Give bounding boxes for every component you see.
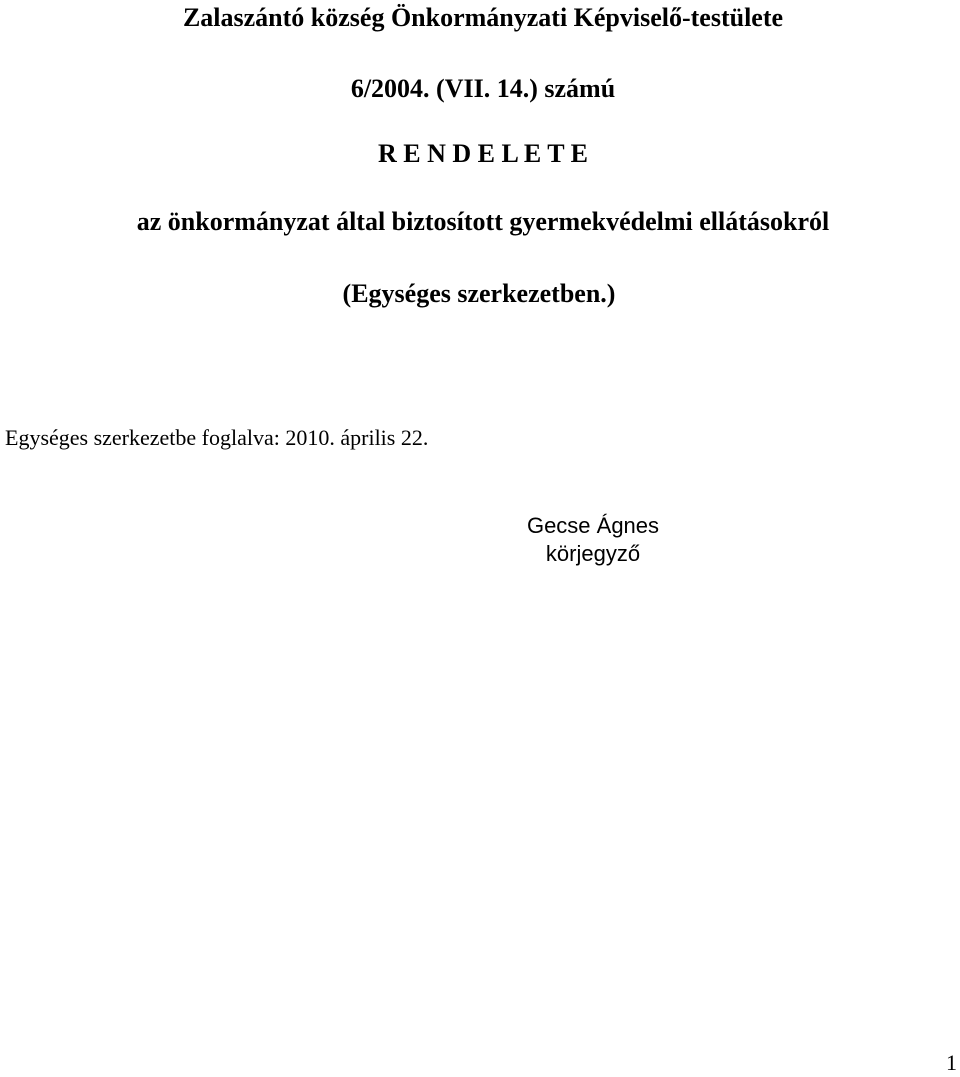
signatory-title: körjegyző (545, 541, 641, 566)
signature-block (500, 512, 686, 568)
consolidation-date: Egységes szerkezetbe foglalva: 2010. április 22. (5, 425, 429, 450)
council-title: Zalaszántó község Önkormányzati Képviselő-testülete (182, 3, 784, 32)
consolidated-note: (Egységes szerkezetben.) (342, 279, 616, 308)
decree-heading: R E N D E L E T E (377, 139, 588, 168)
decree-subject: az önkormányzat által biztosított gyermekvédelmi ellátásokról (136, 207, 830, 236)
decree-number: 6/2004. (VII. 14.) számú (350, 74, 616, 103)
page-number: 1 (946, 1050, 957, 1075)
signatory-name: Gecse Ágnes (526, 513, 660, 538)
